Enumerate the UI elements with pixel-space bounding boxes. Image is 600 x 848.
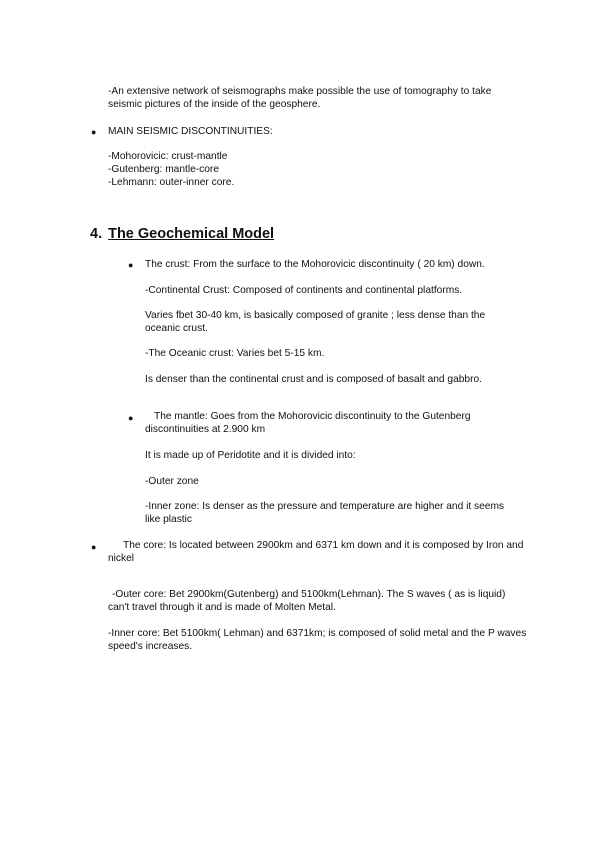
crust-intro: The crust: From the surface to the Mohorovicic discontinuity ( 20 km) down. <box>145 259 485 270</box>
oceanic-crust-detail: Is denser than the continental crust and is composed of basalt and gabbro. <box>145 374 482 385</box>
tomography-paragraph: -An extensive network of seismographs make possible the use of tomography to take seismic pictures of the inside of the geosphere. <box>108 86 492 110</box>
outer-core: -Outer core: Bet 2900km(Gutenberg) and 5100km(Lehman). The S waves ( as is liquid) can't travel through it and is made of Molten Metal. <box>108 589 506 613</box>
section-heading <box>90 225 274 243</box>
bullet-discontinuities: ● <box>91 127 97 137</box>
discontinuities-heading: MAIN SEISMIC DISCONTINUITIES: <box>108 126 273 137</box>
mantle-outer-zone: -Outer zone <box>145 476 199 487</box>
mantle-composition: It is made up of Peridotite and it is divided into: <box>145 450 356 461</box>
inner-core: -Inner core: Bet 5100km( Lehman) and 6371km; is composed of solid metal and the P waves speed's increases. <box>108 628 527 652</box>
discontinuity-item: -Mohorovicic: crust-mantle <box>108 151 228 162</box>
mantle-inner-zone: -Inner zone: Is denser as the pressure and temperature are higher and it seems like plastic <box>145 501 505 525</box>
discontinuity-item: -Lehmann: outer-inner core. <box>108 177 235 188</box>
section-title: The Geochemical Model <box>108 226 275 242</box>
section-number: 4. <box>90 226 103 242</box>
oceanic-crust: -The Oceanic crust: Varies bet 5-15 km. <box>145 348 325 359</box>
continental-crust: -Continental Crust: Composed of continents and continental platforms. <box>145 285 463 296</box>
bullet-crust: ● <box>128 260 134 270</box>
core-intro: The core: Is located between 2900km and 6371 km down and it is composed by Iron and nickel <box>108 540 524 564</box>
bullet-core: ● <box>91 542 97 552</box>
continental-crust-detail: Varies fbet 30-40 km, is basically composed of granite ; less dense than the oceanic crust. <box>145 310 486 334</box>
discontinuity-item: -Gutenberg: mantle-core <box>108 164 219 175</box>
bullet-mantle: ● <box>128 413 134 423</box>
mantle-intro: The mantle: Goes from the Mohorovicic discontinuity to the Gutenberg discontinuities at 2.900 km <box>145 411 471 435</box>
